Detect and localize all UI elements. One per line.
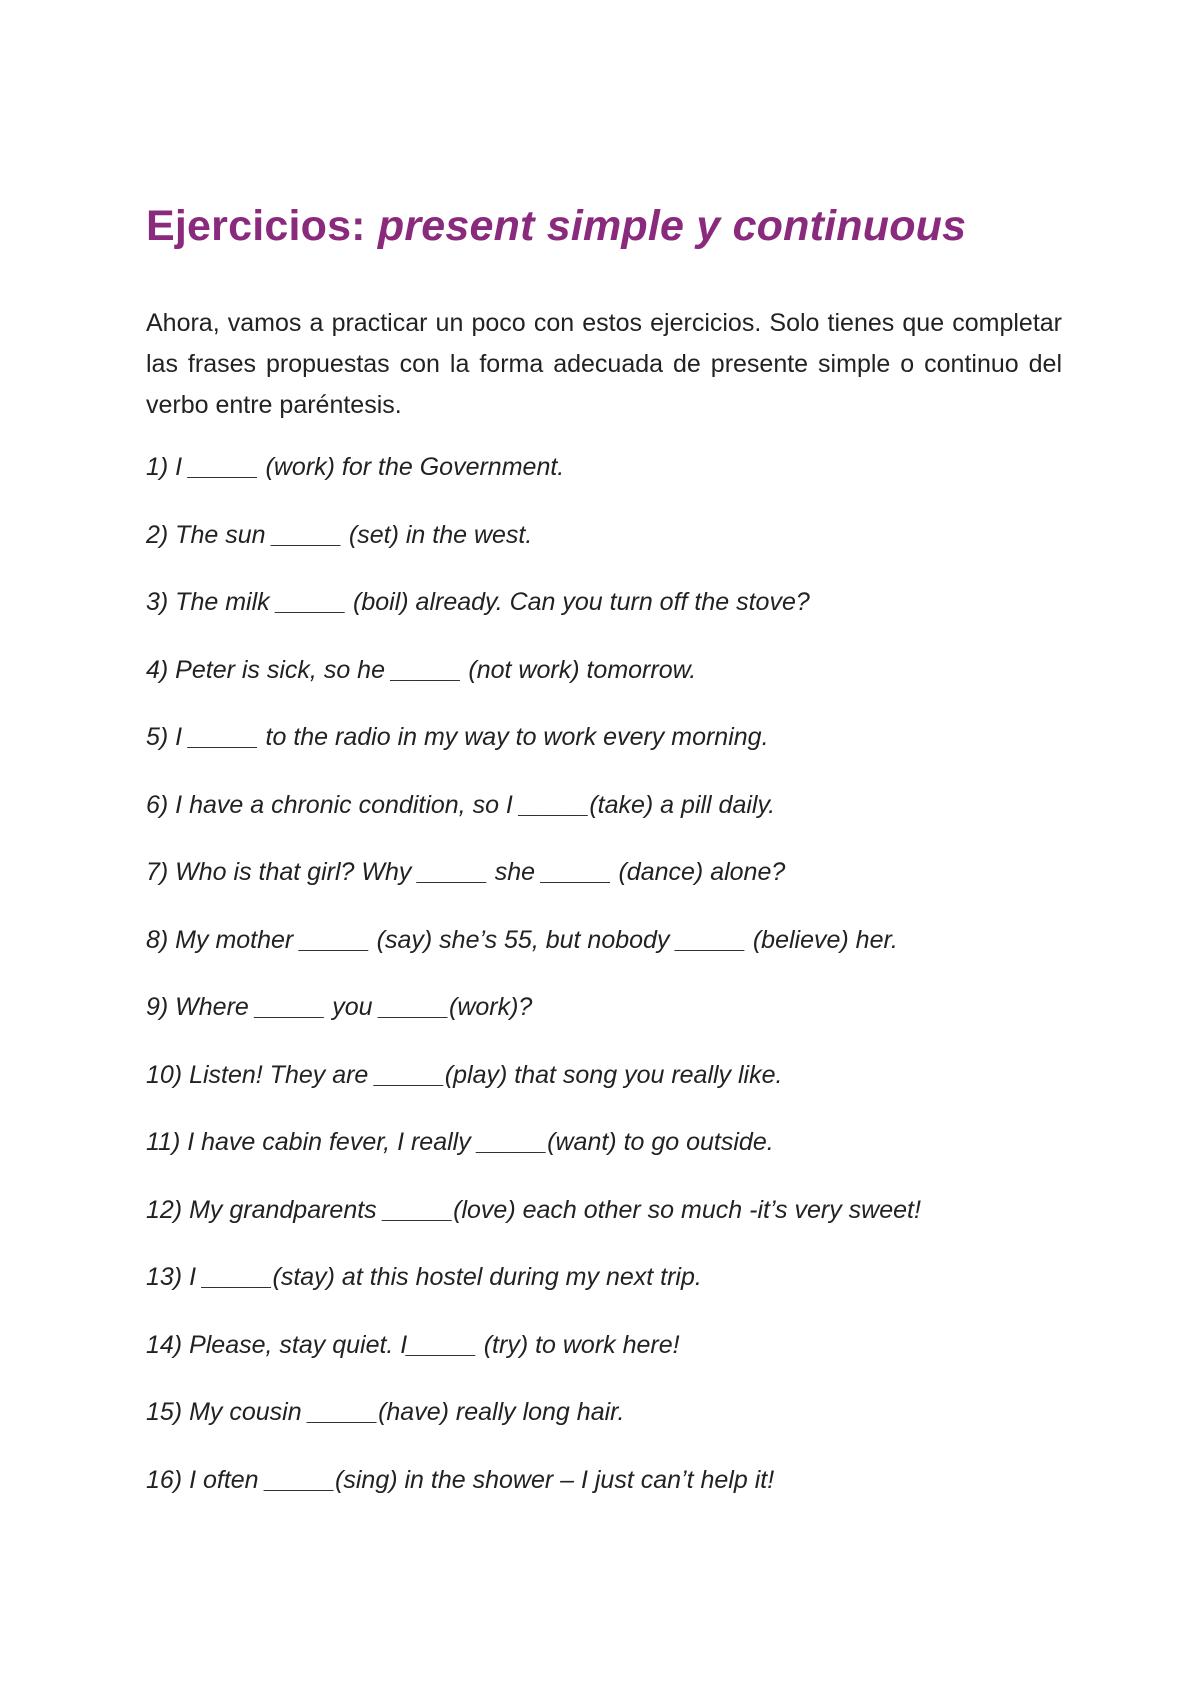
exercise-item: 3) The milk _____ (boil) already. Can you turn off the stove?: [146, 588, 810, 616]
exercise-list: [146, 452, 1062, 1532]
title-emphasis: present simple y continuous: [377, 202, 967, 250]
document-page: [146, 196, 1062, 1532]
exercise-item: 7) Who is that girl? Why _____ she _____ (dance) alone?: [146, 858, 786, 886]
exercise-item: 10) Listen! They are _____(play) that song you really like.: [146, 1060, 783, 1089]
page-title: [146, 196, 1062, 256]
exercise-item: 15) My cousin _____(have) really long hair.: [146, 1398, 625, 1426]
exercise-item: 6) I have a chronic condition, so I _____(take) a pill daily.: [146, 790, 776, 819]
exercise-item: 9) Where _____ you _____(work)?: [146, 993, 533, 1021]
exercise-item: 5) I _____ to the radio in my way to work every morning.: [146, 723, 769, 751]
exercise-item: 11) I have cabin fever, I really _____(want) to go outside.: [146, 1128, 774, 1156]
intro-paragraph: Ahora, vamos a practicar un poco con estos ejercicios. Solo tienes que completar las frases propuestas con la forma adecuada de presente simple o continuo del verbo entre paréntesis.: [146, 309, 1062, 419]
exercise-item: 1) I _____ (work) for the Government.: [146, 453, 565, 481]
exercise-item: 4) Peter is sick, so he _____ (not work) tomorrow.: [146, 655, 697, 684]
title-prefix: Ejercicios:: [146, 202, 378, 250]
exercise-item: 16) I often _____(sing) in the shower – I just can’t help it!: [146, 1465, 775, 1494]
exercise-item: 2) The sun _____ (set) in the west.: [146, 520, 533, 549]
exercise-item: 14) Please, stay quiet. I_____ (try) to work here!: [146, 1330, 680, 1359]
exercise-item: 8) My mother _____ (say) she’s 55, but nobody _____ (believe) her.: [146, 925, 898, 954]
exercise-item: 13) I _____(stay) at this hostel during my next trip.: [146, 1263, 702, 1291]
exercise-item: 12) My grandparents _____(love) each other so much -it’s very sweet!: [146, 1195, 921, 1224]
